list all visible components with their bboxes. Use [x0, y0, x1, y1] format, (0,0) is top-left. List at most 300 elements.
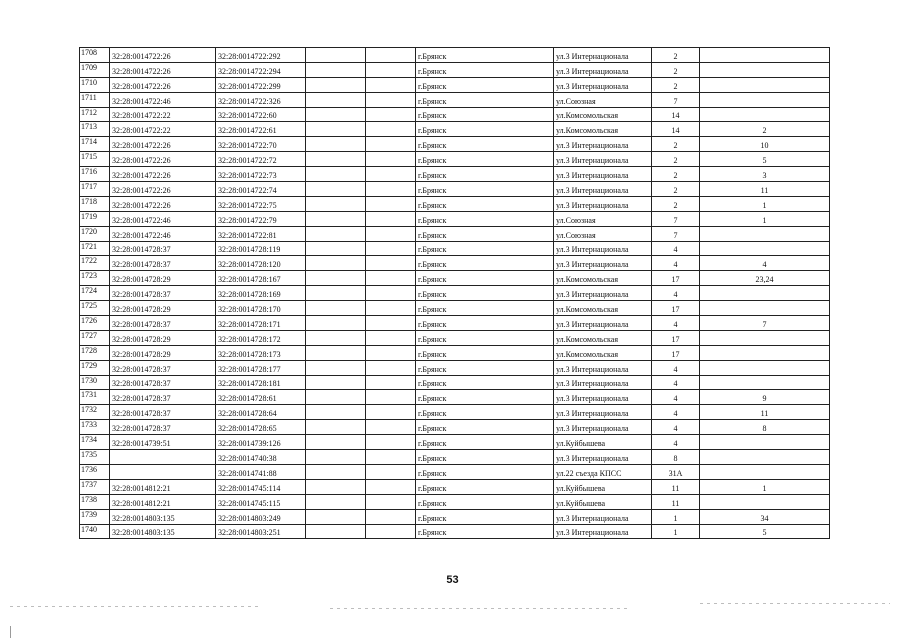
cadastral-object-cell: 32:28:0014722:75 — [216, 196, 306, 211]
apartment-cell — [700, 330, 830, 345]
cadastral-parcel-cell: 32:28:0014728:37 — [110, 360, 216, 375]
table-row — [80, 509, 830, 524]
house-cell: 17 — [652, 301, 700, 316]
cadastral-parcel-cell: 32:28:0014728:37 — [110, 375, 216, 390]
table-row — [80, 435, 830, 450]
apartment-cell — [700, 464, 830, 479]
street-cell: ул.Союзная — [554, 211, 652, 226]
house-cell: 2 — [652, 167, 700, 182]
table-row — [80, 301, 830, 316]
house-cell: 2 — [652, 196, 700, 211]
house-cell: 4 — [652, 390, 700, 405]
apartment-cell: 2 — [700, 122, 830, 137]
table-row — [80, 316, 830, 331]
apartment-cell — [700, 286, 830, 301]
street-cell: ул.Союзная — [554, 226, 652, 241]
apartment-cell: 7 — [700, 316, 830, 331]
row-number-cell: 1712 — [80, 107, 110, 122]
empty-cell — [306, 271, 366, 286]
city-cell: г.Брянск — [416, 464, 554, 479]
street-cell: ул.3 Интернационала — [554, 48, 652, 63]
scan-artifact — [700, 603, 890, 604]
cadastral-parcel-cell — [110, 464, 216, 479]
street-cell: ул.Комсомольская — [554, 271, 652, 286]
row-number-cell: 1715 — [80, 152, 110, 167]
row-number-cell: 1726 — [80, 316, 110, 331]
street-cell: ул.22 съезда КПСС — [554, 464, 652, 479]
table-row — [80, 241, 830, 256]
city-cell: г.Брянск — [416, 107, 554, 122]
empty-cell — [306, 107, 366, 122]
house-cell: 4 — [652, 420, 700, 435]
apartment-cell: 5 — [700, 524, 830, 539]
empty-cell — [306, 301, 366, 316]
cadastral-parcel-cell: 32:28:0014728:37 — [110, 316, 216, 331]
street-cell: ул.Комсомольская — [554, 107, 652, 122]
cadastral-parcel-cell: 32:28:0014728:37 — [110, 241, 216, 256]
house-cell: 17 — [652, 345, 700, 360]
apartment-cell — [700, 360, 830, 375]
cadastral-parcel-cell: 32:28:0014812:21 — [110, 479, 216, 494]
empty-cell — [306, 345, 366, 360]
registry-table — [79, 47, 830, 539]
street-cell: ул.Комсомольская — [554, 301, 652, 316]
house-cell: 17 — [652, 330, 700, 345]
empty-cell — [366, 405, 416, 420]
empty-cell — [366, 226, 416, 241]
city-cell: г.Брянск — [416, 48, 554, 63]
empty-cell — [306, 360, 366, 375]
house-cell: 2 — [652, 137, 700, 152]
cadastral-object-cell: 32:28:0014741:88 — [216, 464, 306, 479]
cadastral-object-cell: 32:28:0014722:294 — [216, 62, 306, 77]
apartment-cell — [700, 435, 830, 450]
empty-cell — [306, 167, 366, 182]
cadastral-object-cell: 32:28:0014728:181 — [216, 375, 306, 390]
cadastral-object-cell: 32:28:0014728:119 — [216, 241, 306, 256]
house-cell: 11 — [652, 494, 700, 509]
cadastral-object-cell: 32:28:0014722:72 — [216, 152, 306, 167]
city-cell: г.Брянск — [416, 92, 554, 107]
empty-cell — [366, 509, 416, 524]
table-row — [80, 226, 830, 241]
empty-cell — [306, 479, 366, 494]
empty-cell — [306, 450, 366, 465]
street-cell: ул.3 Интернационала — [554, 524, 652, 539]
row-number-cell: 1730 — [80, 375, 110, 390]
empty-cell — [306, 48, 366, 63]
row-number-cell: 1727 — [80, 330, 110, 345]
street-cell: ул.3 Интернационала — [554, 375, 652, 390]
cadastral-object-cell: 32:28:0014722:74 — [216, 182, 306, 197]
empty-cell — [366, 182, 416, 197]
city-cell: г.Брянск — [416, 330, 554, 345]
house-cell: 7 — [652, 92, 700, 107]
city-cell: г.Брянск — [416, 435, 554, 450]
table-row — [80, 182, 830, 197]
house-cell: 4 — [652, 241, 700, 256]
cadastral-parcel-cell: 32:28:0014728:37 — [110, 286, 216, 301]
empty-cell — [306, 77, 366, 92]
city-cell: г.Брянск — [416, 137, 554, 152]
empty-cell — [306, 435, 366, 450]
table-row — [80, 152, 830, 167]
house-cell: 31А — [652, 464, 700, 479]
apartment-cell — [700, 107, 830, 122]
empty-cell — [366, 524, 416, 539]
empty-cell — [366, 196, 416, 211]
empty-cell — [366, 211, 416, 226]
city-cell: г.Брянск — [416, 479, 554, 494]
city-cell: г.Брянск — [416, 420, 554, 435]
apartment-cell: 34 — [700, 509, 830, 524]
city-cell: г.Брянск — [416, 226, 554, 241]
table-row — [80, 390, 830, 405]
empty-cell — [306, 92, 366, 107]
empty-cell — [366, 301, 416, 316]
cadastral-parcel-cell: 32:28:0014728:37 — [110, 390, 216, 405]
house-cell: 4 — [652, 256, 700, 271]
empty-cell — [366, 137, 416, 152]
cadastral-object-cell: 32:28:0014803:249 — [216, 509, 306, 524]
empty-cell — [366, 62, 416, 77]
table-row — [80, 92, 830, 107]
cadastral-object-cell: 32:28:0014728:173 — [216, 345, 306, 360]
empty-cell — [366, 286, 416, 301]
empty-cell — [306, 509, 366, 524]
empty-cell — [306, 286, 366, 301]
cadastral-object-cell: 32:28:0014722:81 — [216, 226, 306, 241]
row-number-cell: 1737 — [80, 479, 110, 494]
cadastral-object-cell: 32:28:0014728:120 — [216, 256, 306, 271]
row-number-cell: 1724 — [80, 286, 110, 301]
empty-cell — [306, 256, 366, 271]
empty-cell — [366, 92, 416, 107]
cadastral-parcel-cell: 32:28:0014803:135 — [110, 509, 216, 524]
street-cell: ул.3 Интернационала — [554, 450, 652, 465]
empty-cell — [306, 405, 366, 420]
house-cell: 14 — [652, 122, 700, 137]
apartment-cell — [700, 345, 830, 360]
cadastral-object-cell: 32:28:0014722:292 — [216, 48, 306, 63]
empty-cell — [306, 420, 366, 435]
cadastral-object-cell: 32:28:0014728:169 — [216, 286, 306, 301]
row-number-cell: 1738 — [80, 494, 110, 509]
city-cell: г.Брянск — [416, 122, 554, 137]
empty-cell — [366, 152, 416, 167]
city-cell: г.Брянск — [416, 405, 554, 420]
empty-cell — [306, 182, 366, 197]
row-number-cell: 1721 — [80, 241, 110, 256]
street-cell: ул.3 Интернационала — [554, 390, 652, 405]
cadastral-parcel-cell: 32:28:0014803:135 — [110, 524, 216, 539]
city-cell: г.Брянск — [416, 450, 554, 465]
street-cell: ул.Куйбышева — [554, 494, 652, 509]
cadastral-parcel-cell: 32:28:0014722:26 — [110, 48, 216, 63]
house-cell: 2 — [652, 152, 700, 167]
table-row — [80, 211, 830, 226]
apartment-cell: 23,24 — [700, 271, 830, 286]
empty-cell — [306, 330, 366, 345]
table-row — [80, 256, 830, 271]
row-number-cell: 1734 — [80, 435, 110, 450]
street-cell: ул.3 Интернационала — [554, 77, 652, 92]
cadastral-parcel-cell: 32:28:0014722:22 — [110, 122, 216, 137]
street-cell: ул.3 Интернационала — [554, 196, 652, 211]
street-cell: ул.3 Интернационала — [554, 137, 652, 152]
city-cell: г.Брянск — [416, 524, 554, 539]
street-cell: ул.3 Интернационала — [554, 62, 652, 77]
street-cell: ул.Куйбышева — [554, 479, 652, 494]
table-row — [80, 375, 830, 390]
cadastral-object-cell: 32:28:0014722:70 — [216, 137, 306, 152]
street-cell: ул.3 Интернационала — [554, 286, 652, 301]
house-cell: 7 — [652, 226, 700, 241]
cadastral-parcel-cell: 32:28:0014722:26 — [110, 167, 216, 182]
empty-cell — [366, 420, 416, 435]
cadastral-object-cell: 32:28:0014728:64 — [216, 405, 306, 420]
table-row — [80, 464, 830, 479]
table-row — [80, 494, 830, 509]
cadastral-parcel-cell: 32:28:0014722:26 — [110, 182, 216, 197]
table-row — [80, 286, 830, 301]
empty-cell — [306, 137, 366, 152]
table-row — [80, 479, 830, 494]
row-number-cell: 1729 — [80, 360, 110, 375]
apartment-cell — [700, 62, 830, 77]
page-number: 53 — [446, 574, 459, 586]
city-cell: г.Брянск — [416, 152, 554, 167]
table-row — [80, 524, 830, 539]
cadastral-parcel-cell: 32:28:0014722:26 — [110, 62, 216, 77]
table-row — [80, 271, 830, 286]
empty-cell — [366, 271, 416, 286]
cadastral-object-cell: 32:28:0014722:79 — [216, 211, 306, 226]
city-cell: г.Брянск — [416, 390, 554, 405]
house-cell: 4 — [652, 286, 700, 301]
cadastral-object-cell: 32:28:0014728:65 — [216, 420, 306, 435]
row-number-cell: 1709 — [80, 62, 110, 77]
row-number-cell: 1722 — [80, 256, 110, 271]
empty-cell — [306, 494, 366, 509]
city-cell: г.Брянск — [416, 241, 554, 256]
table-row — [80, 450, 830, 465]
street-cell: ул.Куйбышева — [554, 435, 652, 450]
empty-cell — [366, 107, 416, 122]
empty-cell — [306, 316, 366, 331]
table-row — [80, 62, 830, 77]
row-number-cell: 1728 — [80, 345, 110, 360]
city-cell: г.Брянск — [416, 494, 554, 509]
cadastral-parcel-cell — [110, 450, 216, 465]
row-number-cell: 1714 — [80, 137, 110, 152]
empty-cell — [306, 152, 366, 167]
street-cell: ул.3 Интернационала — [554, 182, 652, 197]
table-row — [80, 330, 830, 345]
house-cell: 7 — [652, 211, 700, 226]
apartment-cell — [700, 77, 830, 92]
street-cell: ул.Комсомольская — [554, 330, 652, 345]
city-cell: г.Брянск — [416, 196, 554, 211]
house-cell: 17 — [652, 271, 700, 286]
apartment-cell — [700, 494, 830, 509]
city-cell: г.Брянск — [416, 301, 554, 316]
apartment-cell: 5 — [700, 152, 830, 167]
house-cell: 4 — [652, 405, 700, 420]
cadastral-object-cell: 32:28:0014745:115 — [216, 494, 306, 509]
scan-artifact — [330, 608, 630, 609]
cadastral-parcel-cell: 32:28:0014728:29 — [110, 271, 216, 286]
apartment-cell — [700, 226, 830, 241]
cadastral-parcel-cell: 32:28:0014722:26 — [110, 196, 216, 211]
table-row — [80, 137, 830, 152]
row-number-cell: 1732 — [80, 405, 110, 420]
city-cell: г.Брянск — [416, 167, 554, 182]
cadastral-parcel-cell: 32:28:0014812:21 — [110, 494, 216, 509]
row-number-cell: 1711 — [80, 92, 110, 107]
scan-artifact — [10, 606, 260, 607]
city-cell: г.Брянск — [416, 316, 554, 331]
street-cell: ул.3 Интернационала — [554, 405, 652, 420]
empty-cell — [366, 494, 416, 509]
house-cell: 1 — [652, 524, 700, 539]
apartment-cell: 11 — [700, 182, 830, 197]
house-cell: 4 — [652, 316, 700, 331]
empty-cell — [306, 524, 366, 539]
cadastral-parcel-cell: 32:28:0014728:29 — [110, 345, 216, 360]
empty-cell — [306, 464, 366, 479]
cadastral-parcel-cell: 32:28:0014722:46 — [110, 226, 216, 241]
cadastral-object-cell: 32:28:0014728:170 — [216, 301, 306, 316]
row-number-cell: 1708 — [80, 48, 110, 63]
empty-cell — [366, 48, 416, 63]
empty-cell — [306, 211, 366, 226]
city-cell: г.Брянск — [416, 62, 554, 77]
house-cell: 11 — [652, 479, 700, 494]
cadastral-parcel-cell: 32:28:0014728:29 — [110, 301, 216, 316]
apartment-cell: 3 — [700, 167, 830, 182]
apartment-cell — [700, 301, 830, 316]
cadastral-parcel-cell: 32:28:0014722:46 — [110, 211, 216, 226]
house-cell: 2 — [652, 48, 700, 63]
cadastral-object-cell: 32:28:0014728:172 — [216, 330, 306, 345]
row-number-cell: 1723 — [80, 271, 110, 286]
street-cell: ул.Комсомольская — [554, 122, 652, 137]
apartment-cell — [700, 375, 830, 390]
table-row — [80, 122, 830, 137]
row-number-cell: 1718 — [80, 196, 110, 211]
house-cell: 4 — [652, 360, 700, 375]
cadastral-parcel-cell: 32:28:0014739:51 — [110, 435, 216, 450]
apartment-cell — [700, 48, 830, 63]
table-row — [80, 405, 830, 420]
row-number-cell: 1736 — [80, 464, 110, 479]
table-row — [80, 107, 830, 122]
row-number-cell: 1717 — [80, 182, 110, 197]
street-cell: ул.3 Интернационала — [554, 420, 652, 435]
row-number-cell: 1739 — [80, 509, 110, 524]
registry-body — [80, 48, 830, 539]
apartment-cell — [700, 92, 830, 107]
row-number-cell: 1716 — [80, 167, 110, 182]
scan-artifact — [10, 626, 11, 638]
cadastral-parcel-cell: 32:28:0014722:26 — [110, 77, 216, 92]
row-number-cell: 1713 — [80, 122, 110, 137]
cadastral-parcel-cell: 32:28:0014722:26 — [110, 137, 216, 152]
house-cell: 2 — [652, 62, 700, 77]
street-cell: ул.Комсомольская — [554, 345, 652, 360]
apartment-cell — [700, 450, 830, 465]
table-row — [80, 48, 830, 63]
cadastral-object-cell: 32:28:0014722:326 — [216, 92, 306, 107]
cadastral-object-cell: 32:28:0014739:126 — [216, 435, 306, 450]
row-number-cell: 1733 — [80, 420, 110, 435]
empty-cell — [306, 241, 366, 256]
empty-cell — [366, 360, 416, 375]
row-number-cell: 1735 — [80, 450, 110, 465]
cadastral-object-cell: 32:28:0014722:299 — [216, 77, 306, 92]
house-cell: 4 — [652, 375, 700, 390]
empty-cell — [366, 330, 416, 345]
empty-cell — [366, 375, 416, 390]
empty-cell — [366, 464, 416, 479]
cadastral-parcel-cell: 32:28:0014722:46 — [110, 92, 216, 107]
apartment-cell: 9 — [700, 390, 830, 405]
house-cell: 2 — [652, 77, 700, 92]
cadastral-object-cell: 32:28:0014722:61 — [216, 122, 306, 137]
house-cell: 4 — [652, 435, 700, 450]
city-cell: г.Брянск — [416, 286, 554, 301]
table-row — [80, 360, 830, 375]
empty-cell — [306, 196, 366, 211]
apartment-cell: 11 — [700, 405, 830, 420]
apartment-cell: 1 — [700, 479, 830, 494]
empty-cell — [366, 256, 416, 271]
house-cell: 2 — [652, 182, 700, 197]
city-cell: г.Брянск — [416, 211, 554, 226]
city-cell: г.Брянск — [416, 182, 554, 197]
empty-cell — [366, 316, 416, 331]
cadastral-parcel-cell: 32:28:0014728:29 — [110, 330, 216, 345]
city-cell: г.Брянск — [416, 256, 554, 271]
city-cell: г.Брянск — [416, 360, 554, 375]
street-cell: ул.3 Интернационала — [554, 241, 652, 256]
street-cell: ул.3 Интернационала — [554, 152, 652, 167]
city-cell: г.Брянск — [416, 345, 554, 360]
city-cell: г.Брянск — [416, 509, 554, 524]
apartment-cell: 1 — [700, 196, 830, 211]
cadastral-object-cell: 32:28:0014740:38 — [216, 450, 306, 465]
empty-cell — [366, 77, 416, 92]
apartment-cell — [700, 241, 830, 256]
apartment-cell: 1 — [700, 211, 830, 226]
empty-cell — [366, 390, 416, 405]
cadastral-object-cell: 32:28:0014722:60 — [216, 107, 306, 122]
street-cell: ул.3 Интернационала — [554, 360, 652, 375]
table-row — [80, 196, 830, 211]
cadastral-object-cell: 32:28:0014728:177 — [216, 360, 306, 375]
apartment-cell: 8 — [700, 420, 830, 435]
empty-cell — [306, 122, 366, 137]
cadastral-object-cell: 32:28:0014722:73 — [216, 167, 306, 182]
row-number-cell: 1740 — [80, 524, 110, 539]
house-cell: 8 — [652, 450, 700, 465]
cadastral-object-cell: 32:28:0014728:61 — [216, 390, 306, 405]
row-number-cell: 1725 — [80, 301, 110, 316]
street-cell: ул.3 Интернационала — [554, 509, 652, 524]
street-cell: ул.3 Интернационала — [554, 167, 652, 182]
empty-cell — [366, 435, 416, 450]
